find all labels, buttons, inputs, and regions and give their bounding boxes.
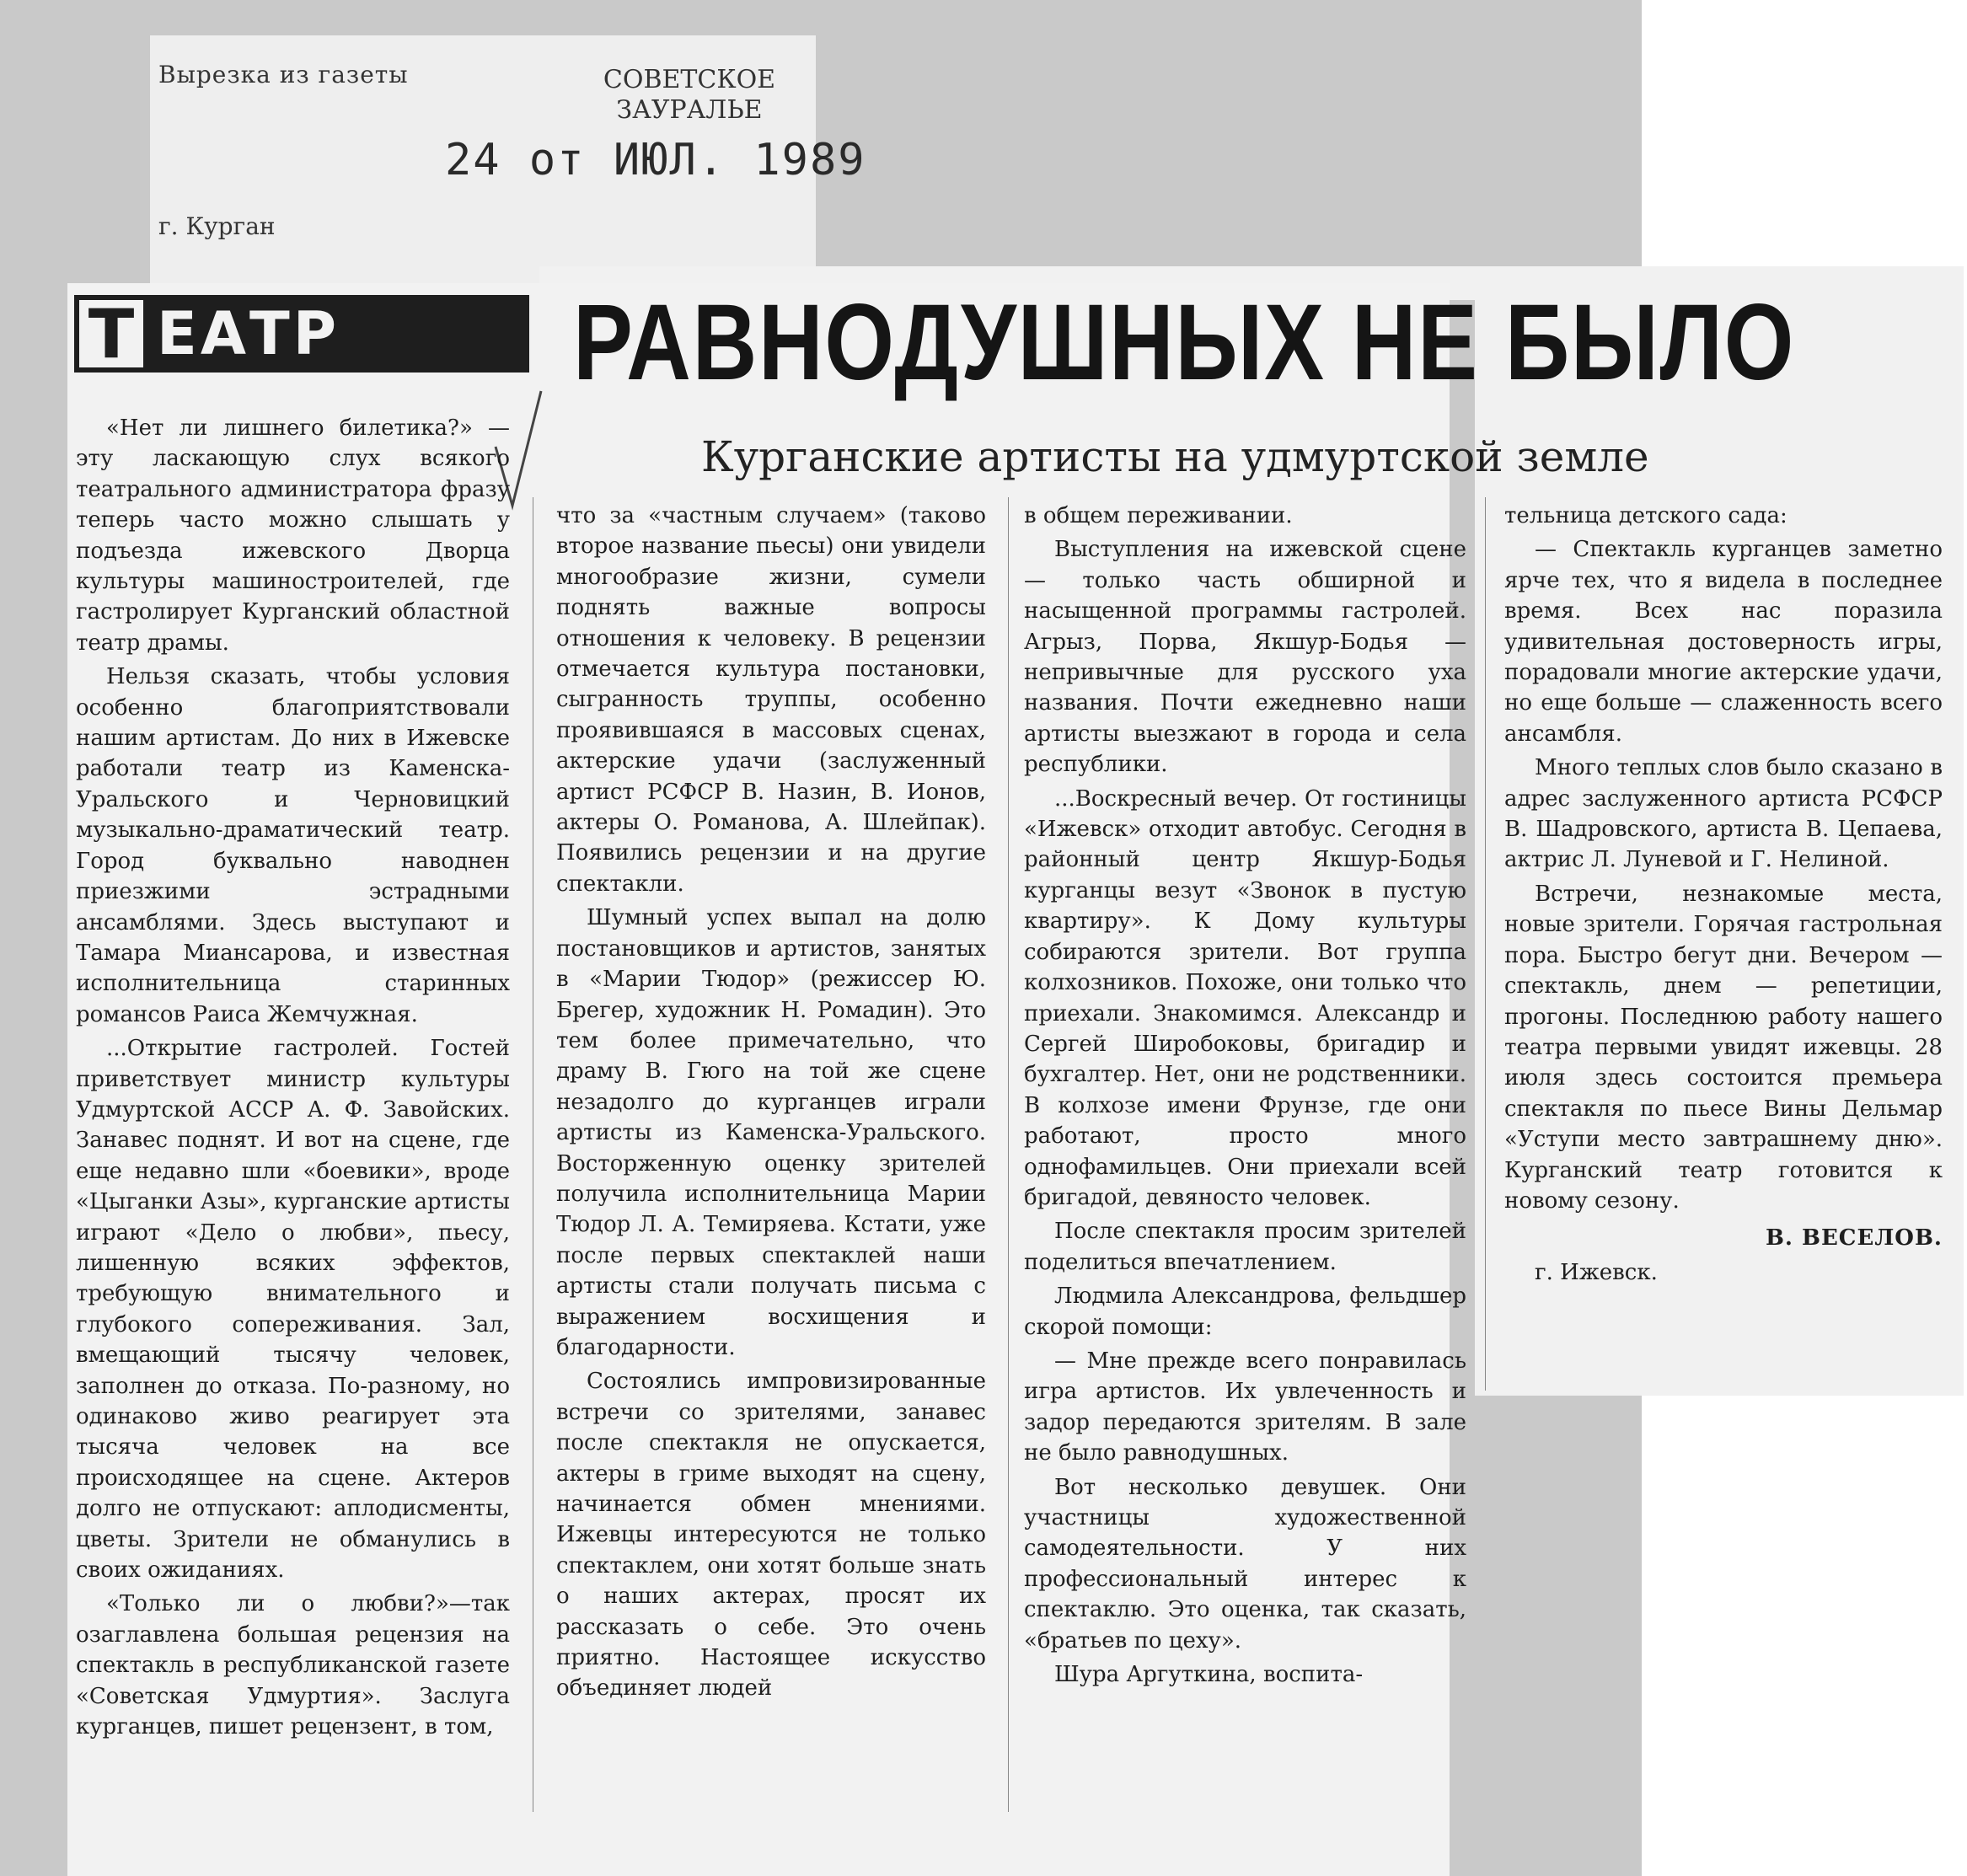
- rubric-theater: [74, 295, 529, 373]
- paragraph: Выступления на ижевской сцене — только часть обширной и насыщенной программы гастролей. Агрыз, Порва, Якшур-Бодья — непривычные для русского уха названия. Почти ежедневно наши артисты выезжают в города и села республики.: [1024, 537, 1466, 778]
- author-city: г. Ижевск.: [1535, 1259, 1658, 1285]
- paragraph: — Спектакль курганцев заметно ярче тех, что я видела в последнее время. Всех нас поразила удивительная достоверность игры, порадовали многие актерские удачи, но еще больше — слаженность всего ансамбля.: [1504, 537, 1943, 747]
- article-subtitle: Курганские артисты на удмуртской земле: [701, 432, 1649, 481]
- paragraph: ...Воскресный вечер. От гостиницы «Ижевск» отходит автобус. Сегодня в районный центр Якшур-Бодья курганцы везут «Звонок в пустую квартиру». К Дому культуры собираются зрители. Вот группа колхозников. Похоже, они только что приехали. Знакомимся. Александр и Сергей Широбоковы, бригадир и бухгалтер. Нет, они не родственники. В колхозе имени Фрунзе, где они работают, просто много однофамильцев. Они приехали всей бригадой, девяносто человек.: [1024, 785, 1466, 1210]
- clipping-label: Вырезка из газеты: [158, 61, 409, 88]
- paragraph: Встречи, незнакомые места, новые зрители. Горячая гастрольная пора. Быстро бегут дни. Вечером — спектакль, днем — репетиции, прогоны. Последнюю работу нашего театра первыми увидят ижевцы. 28 июля здесь состоится премьера спектакля по пьесе Вины Дельмар «Уступи место завтрашнему дню». Курганский театр готовится к новому сезону.: [1504, 881, 1943, 1214]
- paragraph: Шура Аргуткина, воспита-: [1054, 1662, 1364, 1688]
- paragraph: «Только ли о любви?»—так озаглавлена большая рецензия на спектакль в республиканской газете «Советская Удмуртия». Заслуга курганцев, пишет рецензент, в том,: [76, 1591, 510, 1740]
- paragraph: ...Открытие гастролей. Гостей приветствует министр культуры Удмуртской АССР А. Ф. Завойских. Занавес поднят. И вот на сцене, где еще недавно шли «боевики», вроде «Цыганки Азы», курганские артисты играют «Дело о любви», пьесу, лишенную всяких эффектов, требующую внимательного и глубокого сопереживания. Зал, вмещающий тысячу человек, заполнен до отказа. По-разному, но одинаково живо реагирует эта тысяча человек на все происходящее на сцене. Актеров долго не отпускают: аплодисменты, цветы. Зрители не обманулись в своих ожиданиях.: [76, 1036, 510, 1584]
- article-headline: РАВНОДУШНЫХ НЕ БЫЛО: [573, 282, 1796, 403]
- author-signature: В. ВЕСЕЛОВ.: [1765, 1225, 1943, 1252]
- article-column-1: [76, 413, 510, 1745]
- paragraph: Много теплых слов было сказано в адрес заслуженного артиста РСФСР В. Шадровского, артиста В. Цепаева, актрис Л. Луневой и Г. Нелиной.: [1504, 755, 1943, 873]
- column-rule: [1008, 497, 1009, 1812]
- article-column-4: [1504, 501, 1943, 1288]
- paragraph: в общем переживании.: [1024, 503, 1293, 528]
- rubric-initial: Т: [74, 295, 148, 373]
- rubric-text: ЕАТР: [157, 299, 340, 368]
- clipping-city: г. Курган: [158, 212, 276, 240]
- article-column-3: [1024, 501, 1466, 1693]
- paragraph: тельница детского сада:: [1504, 503, 1787, 528]
- paragraph: Вот несколько девушек. Они участницы художественной самодеятельности. У них профессиональный интерес к спектаклю. Это оценка, так сказать, «братьев по цеху».: [1024, 1474, 1466, 1654]
- newspaper-name: СОВЕТСКОЕ ЗАУРАЛЬЕ: [603, 65, 776, 125]
- paragraph: «Нет ли лишнего билетика?» — эту ласкающую слух всякого театрального администратора фразу теперь часто можно слышать у подъезда ижевского Дворца культуры машиностроителей, где гастролирует Курганский областной театр драмы.: [76, 415, 510, 656]
- paragraph: После спектакля просим зрителей поделиться впечатлением.: [1024, 1219, 1466, 1275]
- paragraph: Нельзя сказать, чтобы условия особенно благоприятствовали нашим артистам. До них в Ижевске работали театр из Каменска-Уральского и Черновицкий музыкально-драматический театр. Город буквально наводнен приезжими эстрадными ансамблями. Здесь выступают и Тамара Миансарова, и известная исполнительница старинных романсов Раиса Жемчужная.: [76, 664, 510, 1027]
- date-stamp: 24 от ИЮЛ. 1989: [445, 135, 866, 185]
- article-column-2: [556, 501, 986, 1707]
- paragraph: — Мне прежде всего понравилась игра артистов. Их увлеченность и задор передаются зрителям. В зале не было равнодушных.: [1024, 1348, 1466, 1466]
- paragraph: Людмила Александрова, фельдшер скорой помощи:: [1024, 1284, 1466, 1340]
- paragraph: что за «частным случаем» (таково второе название пьесы) они увидели многообразие жизни, сумели поднять важные вопросы отношения к человеку. В рецензии отмечается культура постановки, сыгранность труппы, особенно проявившаяся в массовых сценах, актерские удачи (заслуженный артист РСФСР В. Назин, В. Ионов, актеры О. Романова, А. Шлейпак). Появились рецензии и на другие спектакли.: [556, 503, 986, 897]
- column-rule: [1485, 497, 1486, 1391]
- clipping-header: [150, 35, 866, 290]
- paragraph: Состоялись импровизированные встречи со зрителями, занавес после спектакля не опускается, актеры в гриме выходят на сцену, начинается обмен мнениями. Ижевцы интересуются не только спектаклем, они хотят больше знать о наших актерах, просят их рассказать о себе. Это очень приятно. Настоящее искусство объединяет людей: [556, 1369, 986, 1702]
- paragraph: Шумный успех выпал на долю постановщиков и артистов, занятых в «Марии Тюдор» (режиссер Ю. Брегер, художник Н. Ромадин). Это тем более примечательно, что драму В. Гюго на той же сцене незадолго до курганцев играли артисты из Каменска-Уральского. Восторженную оценку зрителей получила исполнительница Марии Тюдор Л. А. Темиряева. Кстати, уже после первых спектаклей наши артисты стали получать письма с выражением восхищения и благодарности.: [556, 905, 986, 1360]
